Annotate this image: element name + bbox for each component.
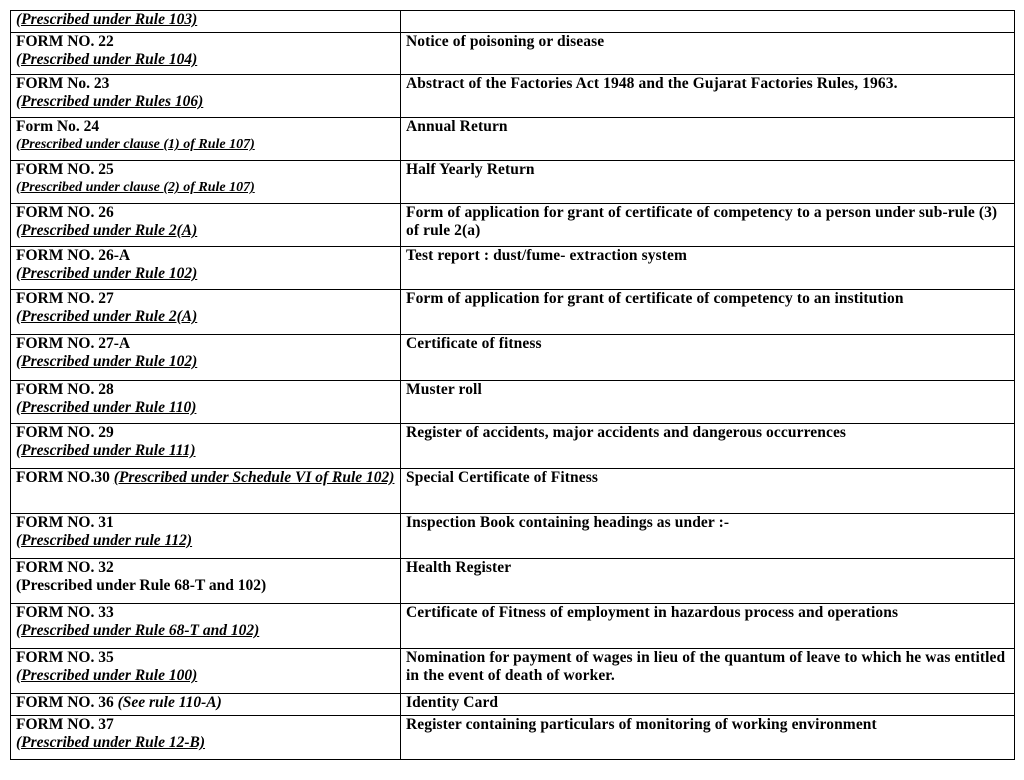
rule-reference: (See rule 110-A) [117,694,222,711]
table-row [11,469,1015,514]
form-number: FORM NO. 25 [16,161,114,178]
table-row [11,204,1015,247]
table-row [11,514,1015,559]
table-row [11,118,1015,161]
rule-reference: (Prescribed under Rule 110) [16,399,197,416]
form-cell [11,118,401,161]
form-cell [11,604,401,649]
table-row [11,75,1015,118]
form-cell [11,716,401,760]
table-row [11,424,1015,469]
form-number: FORM NO. 27-A [16,335,131,352]
table-row [11,559,1015,604]
form-number: FORM NO. 35 [16,649,114,666]
form-title: Annual Return [401,118,1015,161]
form-title [401,11,1015,33]
table-row [11,247,1015,290]
rule-reference: (Prescribed under Schedule VI of Rule 102) [113,469,395,486]
rule-reference: (Prescribed under Rule 100) [16,667,198,684]
form-title: Half Yearly Return [401,161,1015,204]
table-row [11,161,1015,204]
form-number: FORM NO. 36 [16,694,114,711]
form-cell [11,424,401,469]
form-cell [11,694,401,716]
table-row [11,604,1015,649]
form-number: FORM NO. 26-A [16,247,131,264]
rule-reference: (Prescribed under Rule 103) [16,11,198,28]
forms-table [10,10,1015,760]
form-cell [11,161,401,204]
form-number: FORM NO.30 [16,469,110,486]
rule-reference: (Prescribed under Rule 2(A) [16,308,198,325]
form-cell [11,559,401,604]
form-title: Special Certificate of Fitness [401,469,1015,514]
rule-reference: (Prescribed under Rule 2(A) [16,222,198,239]
form-title: Health Register [401,559,1015,604]
form-title: Identity Card [401,694,1015,716]
form-title: Inspection Book containing headings as under :- [401,514,1015,559]
form-number: FORM NO. 31 [16,514,114,531]
table-row [11,335,1015,381]
form-title: Nomination for payment of wages in lieu of the quantum of leave to which he was entitled in the event of death of worker. [401,649,1015,694]
form-title: Certificate of fitness [401,335,1015,381]
rule-reference: (Prescribed under Rule 68-T and 102) [16,577,267,594]
form-cell [11,11,401,33]
form-cell [11,514,401,559]
form-title: Register containing particulars of monitoring of working environment [401,716,1015,760]
form-cell [11,33,401,75]
form-cell [11,75,401,118]
form-title: Muster roll [401,381,1015,424]
form-number: FORM NO. 29 [16,424,114,441]
form-title: Certificate of Fitness of employment in hazardous process and operations [401,604,1015,649]
table-row [11,716,1015,760]
form-title: Test report : dust/fume- extraction system [401,247,1015,290]
form-number: Form No. 24 [16,118,100,135]
rule-reference: (Prescribed under Rule 111) [16,442,196,459]
form-number: FORM NO. 28 [16,381,114,398]
table-row [11,33,1015,75]
rule-reference: (Prescribed under Rule 102) [16,353,198,370]
form-cell [11,290,401,335]
form-number: FORM NO. 26 [16,204,114,221]
form-title: Form of application for grant of certificate of competency to an institution [401,290,1015,335]
table-row [11,290,1015,335]
rule-reference: (Prescribed under Rules 106) [16,93,204,110]
form-title: Form of application for grant of certificate of competency to a person under sub-rule (3) of rule 2(a) [401,204,1015,247]
form-number: FORM NO. 22 [16,33,114,50]
form-number: FORM No. 23 [16,75,110,92]
rule-reference: (Prescribed under rule 112) [16,532,193,549]
form-title: Notice of poisoning or disease [401,33,1015,75]
form-cell [11,204,401,247]
form-title: Register of accidents, major accidents and dangerous occurrences [401,424,1015,469]
form-number: FORM NO. 37 [16,716,114,733]
form-cell [11,247,401,290]
rule-reference: (Prescribed under clause (1) of Rule 107) [16,137,255,152]
rule-reference: (Prescribed under Rule 102) [16,265,198,282]
form-number: FORM NO. 33 [16,604,114,621]
form-cell [11,335,401,381]
table-row [11,381,1015,424]
table-row [11,11,1015,33]
form-number: FORM NO. 32 [16,559,114,576]
rule-reference: (Prescribed under Rule 68-T and 102) [16,622,260,639]
form-cell [11,649,401,694]
form-number: FORM NO. 27 [16,290,114,307]
rule-reference: (Prescribed under Rule 12-B) [16,734,206,751]
table-row [11,649,1015,694]
form-cell [11,469,401,514]
form-title: Abstract of the Factories Act 1948 and the Gujarat Factories Rules, 1963. [401,75,1015,118]
rule-reference: (Prescribed under Rule 104) [16,51,198,68]
rule-reference: (Prescribed under clause (2) of Rule 107) [16,180,255,195]
table-row [11,694,1015,716]
form-cell [11,381,401,424]
